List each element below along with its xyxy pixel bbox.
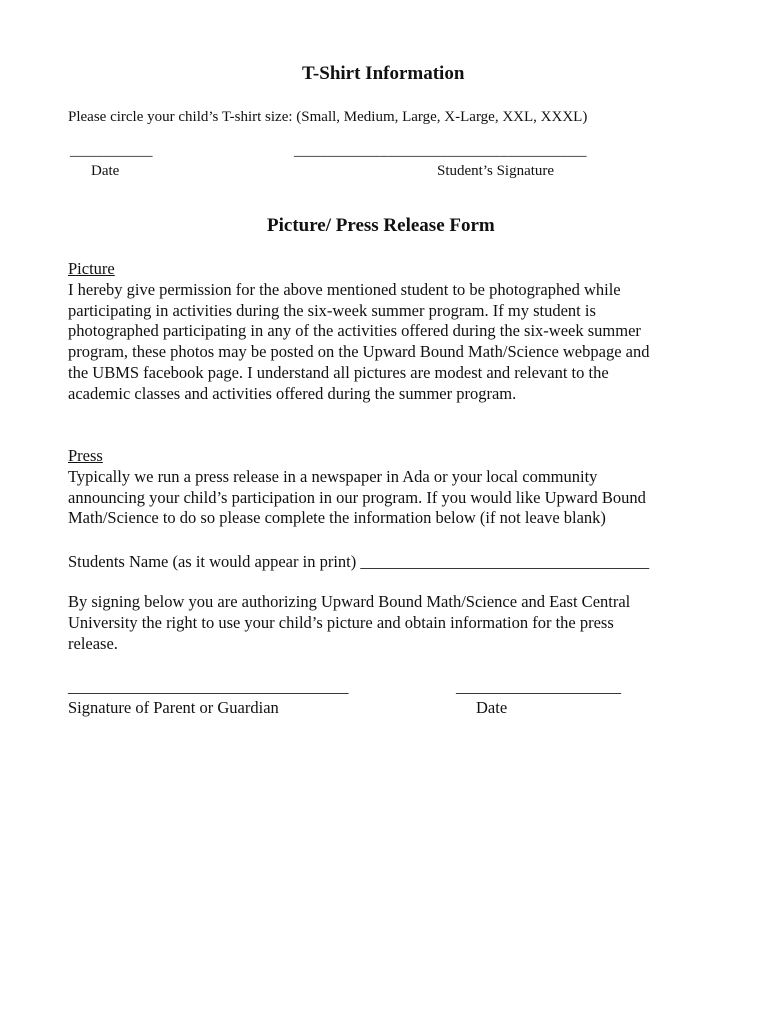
student-signature-label: Student’s Signature — [437, 163, 555, 179]
parent-signature-label: Signature of Parent or Guardian — [68, 698, 279, 717]
press-section — [68, 446, 708, 529]
authorization-text-line: release. — [68, 633, 118, 653]
picture-text-line: the UBMS facebook page. I understand all pictures are modest and relevant to the — [68, 362, 609, 382]
press-text-line: Typically we run a press release in a newspaper in Ada or your local community — [68, 466, 598, 486]
tshirt-size-instruction: Please circle your child’s T-shirt size: (Small, Medium, Large, X-Large, XXL, XXXL) — [68, 109, 588, 125]
picture-text-line: participating in activities during the six-week summer program. If my student is — [68, 300, 596, 320]
picture-text-line: program, these photos may be posted on the Upward Bound Math/Science webpage and — [68, 342, 650, 362]
parent-signature-line[interactable]: __________________________________ — [68, 677, 349, 696]
parent-date-label: Date — [476, 698, 508, 717]
picture-text-line: photographed participating in any of the activities offered during the six-week summer — [68, 321, 641, 341]
picture-section — [68, 259, 708, 405]
press-text-line: Math/Science to do so please complete the information below (if not leave blank) — [68, 508, 606, 528]
tshirt-title: T-Shirt Information — [302, 63, 465, 84]
student-signature-line[interactable]: _______________________________________ — [294, 143, 587, 159]
student-name-field[interactable]: Students Name (as it would appear in print) ___________________________________ — [68, 552, 650, 571]
parent-date-line[interactable]: ____________________ — [456, 677, 621, 696]
press-heading: Press — [68, 446, 103, 465]
tshirt-date-line[interactable]: ___________ — [70, 143, 153, 159]
picture-heading: Picture — [68, 259, 115, 278]
release-form-title: Picture/ Press Release Form — [267, 215, 495, 236]
tshirt-date-label: Date — [91, 163, 120, 179]
authorization-text-line: By signing below you are authorizing Upward Bound Math/Science and East Central — [68, 592, 631, 611]
press-text-line: announcing your child’s participation in our program. If you would like Upward Bound — [68, 487, 646, 507]
authorization-section — [68, 592, 708, 654]
picture-text-line: I hereby give permission for the above mentioned student to be photographed while — [68, 279, 621, 299]
picture-text-line: academic classes and activities offered during the summer program. — [68, 383, 517, 403]
authorization-text-line: University the right to use your child’s picture and obtain information for the press — [68, 612, 614, 632]
